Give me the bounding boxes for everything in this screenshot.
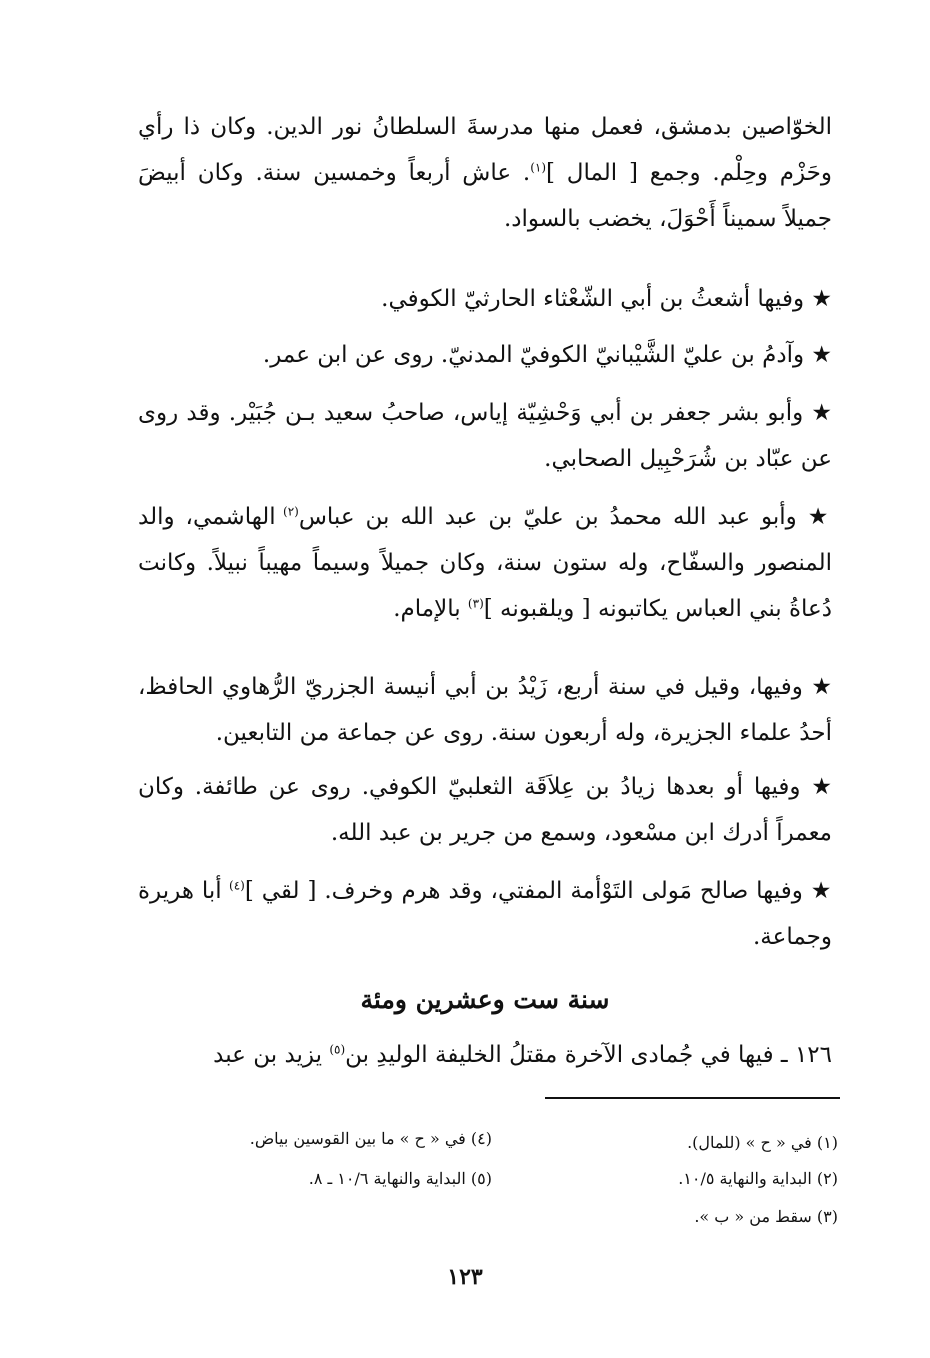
- paragraph-text: ١٢٦ ـ فيها في جُمادى الآخرة مقتلُ الخليفة الوليدِ بن: [345, 1042, 832, 1068]
- paragraph-4: [138, 390, 832, 482]
- footnote-1: (١) في « ح » (للمال).: [687, 1133, 838, 1152]
- paragraph-3: [138, 332, 832, 378]
- paragraph-text: الخوّاصين بدمشق، فعمل منها مدرسةَ السلطانُ نور الدين. وكان ذا رأي وحَزْم وحِلْم. وجمع [ المال ]: [138, 114, 833, 186]
- paragraph-text: الهاشمي، والد المنصور والسفّاح، وله ستون سنة، وكان جميلاً وسيماً مهيباً نبيلاً. وكانت دُعاةُ بني العباس يكاتبونه [ ويلقبونه ]: [138, 504, 832, 622]
- paragraph-text: يزيد بن عبد: [213, 1042, 330, 1068]
- paragraph-text: ★ وفيها صالح مَولى التَوْأمة المفتي، وقد هرم وخرف. [ لقي ]: [244, 878, 832, 904]
- paragraph-text: أبا هريرة وجماعة.: [138, 878, 832, 950]
- paragraph-text: ★ وفيها أو بعدها زيادُ بن عِلاَقَة الثعلبيّ الكوفي. روى عن طائفة. وكان معمراً أدرك ابن مسْعود، وسمع من جرير بن عبد الله.: [138, 774, 832, 846]
- paragraph-1: [138, 104, 832, 242]
- paragraph-7: [138, 764, 832, 856]
- paragraph-text: ★ وفيها، وقيل في سنة أربع، زَيْدُ بن أبي أنيسة الجزريّ الرُّهاوي الحافظ، أحدُ علماء الجزيرة، وله أربعون سنة. روى عن جماعة من التابعين.: [138, 674, 832, 746]
- paragraph-text: . عاش أربعاً وخمسين سنة. وكان أبيضَ جميلاً سميناً أَحْوَلَ، يخضب بالسواد.: [138, 160, 832, 232]
- footnote-2: (٢) البداية والنهاية ١٠/٥.: [678, 1169, 838, 1188]
- footnote-ref-2[interactable]: (٢): [283, 504, 299, 519]
- footnote-separator: [545, 1097, 840, 1099]
- paragraph-text: بالإمام.: [393, 596, 468, 622]
- paragraph-text: ★ وفيها أشعثُ بن أبي الشّعْثاء الحارثيّ الكوفي.: [381, 286, 832, 312]
- section-heading: سنة ست وعشرين ومئة: [360, 985, 610, 1014]
- paragraph-5: [138, 494, 832, 632]
- footnote-ref-5[interactable]: (٥): [329, 1042, 346, 1057]
- paragraph-8: [138, 868, 832, 960]
- page-number: ١٢٣: [447, 1264, 483, 1290]
- footnote-ref-4[interactable]: (٤): [229, 878, 245, 893]
- footnote-5: (٥) البداية والنهاية ١٠/٦ ـ ٨.: [308, 1169, 492, 1188]
- paragraph-text: ★ وآدمُ بن عليّ الشَّيْبانيّ الكوفيّ المدنيّ. روى عن ابن عمر.: [262, 342, 832, 368]
- footnote-4: (٤) في « ح » ما بين القوسين بياض.: [249, 1129, 492, 1148]
- paragraph-text: ★ وأبو بشر جعفر بن أبي وَحْشِيّة إياس، صاحبُ سعيد بـن جُبَيْر. وقد روى عن عبّاد بن شُرَحْبِيل الصحابي.: [138, 400, 832, 472]
- footnote-3: (٣) سقط من « ب ».: [694, 1207, 838, 1226]
- paragraph-text: ★ وأبو عبد الله محمدُ بن عليّ بن عبد الله بن عباس: [298, 504, 832, 530]
- paragraph-year-126: [138, 1032, 832, 1078]
- paragraph-6: [138, 664, 832, 756]
- paragraph-2: [138, 276, 832, 322]
- footnote-ref-1[interactable]: (١): [530, 160, 547, 175]
- footnote-ref-3[interactable]: (٣): [467, 596, 484, 611]
